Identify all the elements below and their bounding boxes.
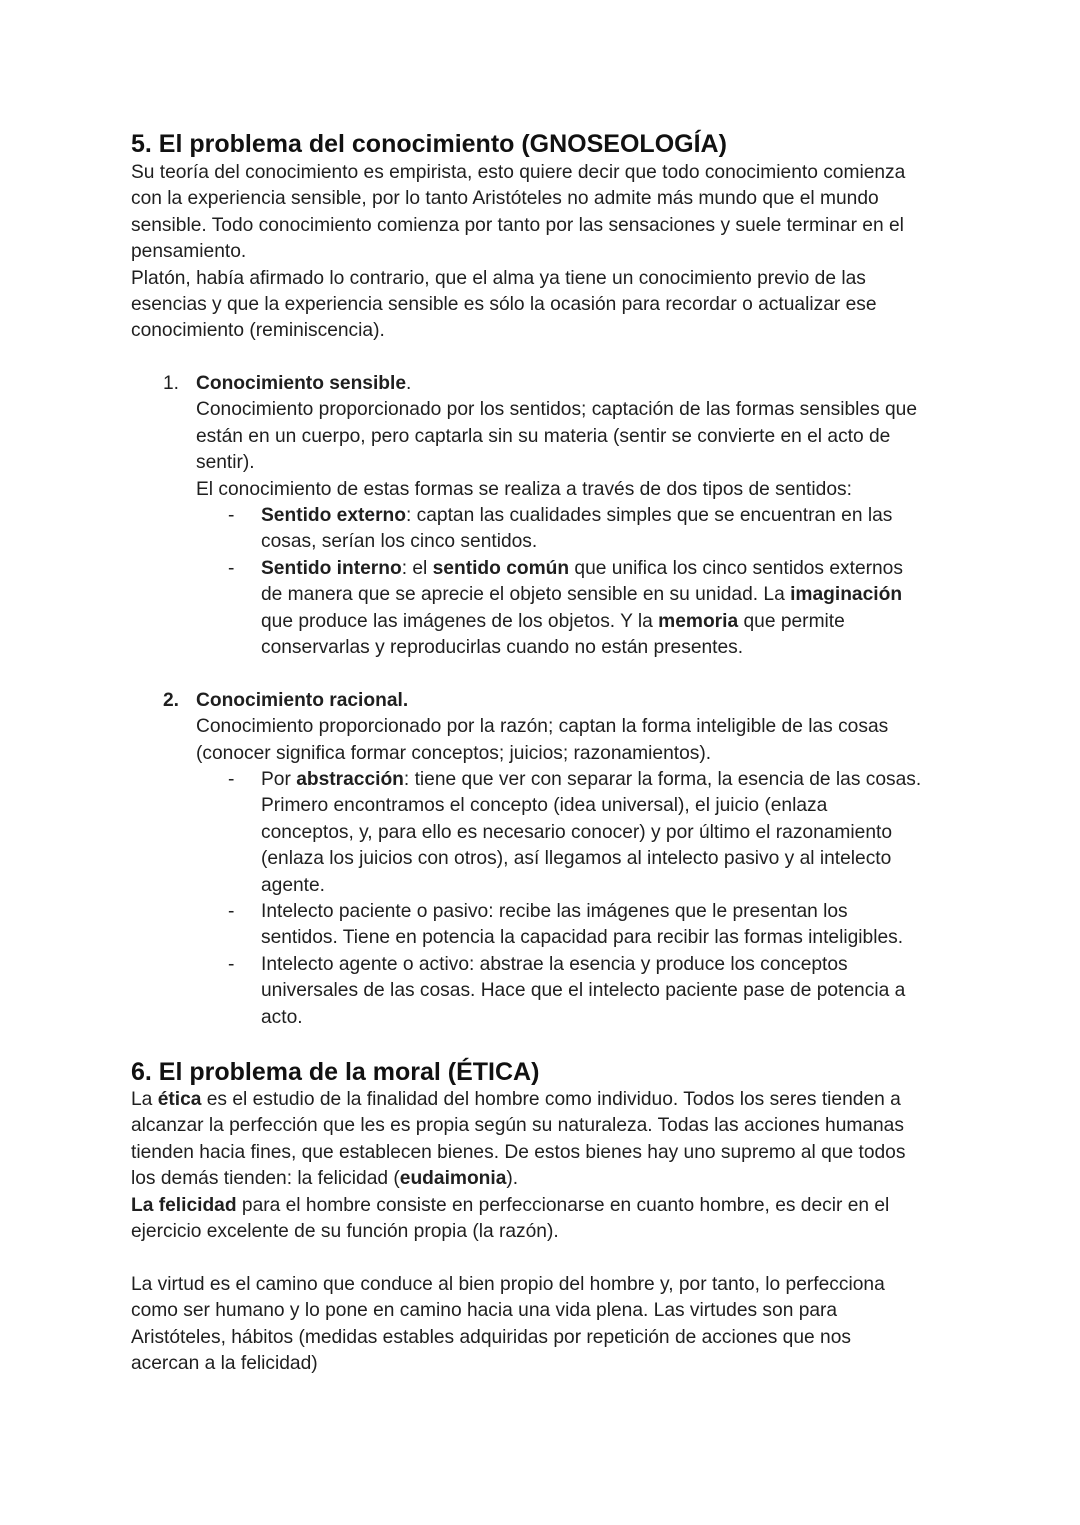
item-1-title-line: Conocimiento sensible. [196,373,412,394]
bullet-marker: - [228,505,235,526]
bullet-sentido-interno: Sentido interno: el sentido común que unifica los cinco sentidos externos de manera que se aprecie el objeto sensible en su unidad. La imaginación que produce las imágenes de los objetos. Y la memoria que permite conservarlas y reproducirlas cuando no están presentes. [261,558,903,659]
text-line: (conocer significa formar conceptos; juicios; razonamientos). [196,742,712,764]
bullet-marker: - [228,558,235,579]
section-5-intro [131,160,905,345]
bullet-marker: - [228,954,235,975]
text-line: Su teoría del conocimiento es empirista, esto quiere decir que todo conocimiento comienza [131,162,906,183]
text-line: El conocimiento de estas formas se realiza a través de dos tipos de sentidos: [196,478,852,500]
text-line: Platón, había afirmado lo contrario, que el alma ya tiene un conocimiento previo de las [131,267,866,289]
text-line: con la experiencia sensible, por lo tanto Aristóteles no admite más mundo que el mundo [131,188,879,210]
section-6-paragraph-3: La virtud es el camino que conduce al bien propio del hombre y, por tanto, lo perfecciona como ser humano y lo pone en camino hacia una vida plena. Las virtudes son para Aristóteles, hábitos (medidas estables adquiridas por repetición de acciones que nos acercan a la felicidad) [131,1274,885,1375]
bullet-sentido-externo: Sentido externo: captan las cualidades simples que se encuentran en las cosas, serían los cinco sentidos. [261,505,893,553]
bullet-intelecto-agente: Intelecto agente o activo: abstrae la esencia y produce los conceptos universales de las cosas. Hace que el intelecto paciente pase de potencia a acto. [261,954,906,1028]
item-1-sensible [196,371,917,503]
bullet-abstraccion: Por abstracción: tiene que ver con separar la forma, la esencia de las cosas. Primero encontramos el concepto (idea universal), el juicio (enlaza conceptos, y, para ello es necesario conocer) y por último el razonamiento (enlaza los juicios con otros), así llegamos al intelecto pasivo y al intelecto agente. [261,769,922,896]
bullet-marker: - [228,769,235,790]
text-line: Conocimiento proporcionado por la razón; captan la forma inteligible de las cosas [196,716,889,738]
item-2-title: Conocimiento racional. [196,690,409,711]
item-2-racional [196,688,888,767]
text-line: pensamiento. [131,241,247,263]
item-1-title: Conocimiento sensible [196,373,407,394]
text-line: conocimiento (reminiscencia). [131,320,385,342]
text-line: Conocimiento proporcionado por los sentidos; captación de las formas sensibles que [196,399,918,421]
section-5-heading: 5. El problema del conocimiento (GNOSEOLOGÍA) [131,130,727,158]
bullet-intelecto-paciente: Intelecto paciente o pasivo: recibe las imágenes que le presentan los sentidos. Tiene en potencia la capacidad para recibir las formas inteligibles. [261,901,904,949]
text-line: sentir). [196,452,255,474]
bullet-marker: - [228,901,235,922]
section-6-paragraph-1: La ética es el estudio de la finalidad del hombre como individuo. Todos los seres tienden a alcanzar la perfección que les es propia según su naturaleza. Todas las acciones humanas tienden hacia fines, que establecen bienes. De estos bienes hay uno supremo al que todos los demás tienden: la felicidad (eudaimonia). [131,1089,906,1190]
text-line: esencias y que la experiencia sensible es sólo la ocasión para recordar o actualizar ese [131,294,877,316]
section-6-heading: 6. El problema de la moral (ÉTICA) [131,1058,540,1086]
section-6-paragraph-2: La felicidad para el hombre consiste en perfeccionarse en cuanto hombre, es decir en el ejercicio excelente de su función propia (la razón). [131,1195,890,1243]
list-number-2: 2. [163,690,180,711]
text-line: están en un cuerpo, pero captarla sin su materia (sentir se convierte en el acto de [196,425,891,447]
list-number-1: 1. [163,373,180,394]
text-line: sensible. Todo conocimiento comienza por tanto por las sensaciones y suele terminar en el [131,214,904,236]
